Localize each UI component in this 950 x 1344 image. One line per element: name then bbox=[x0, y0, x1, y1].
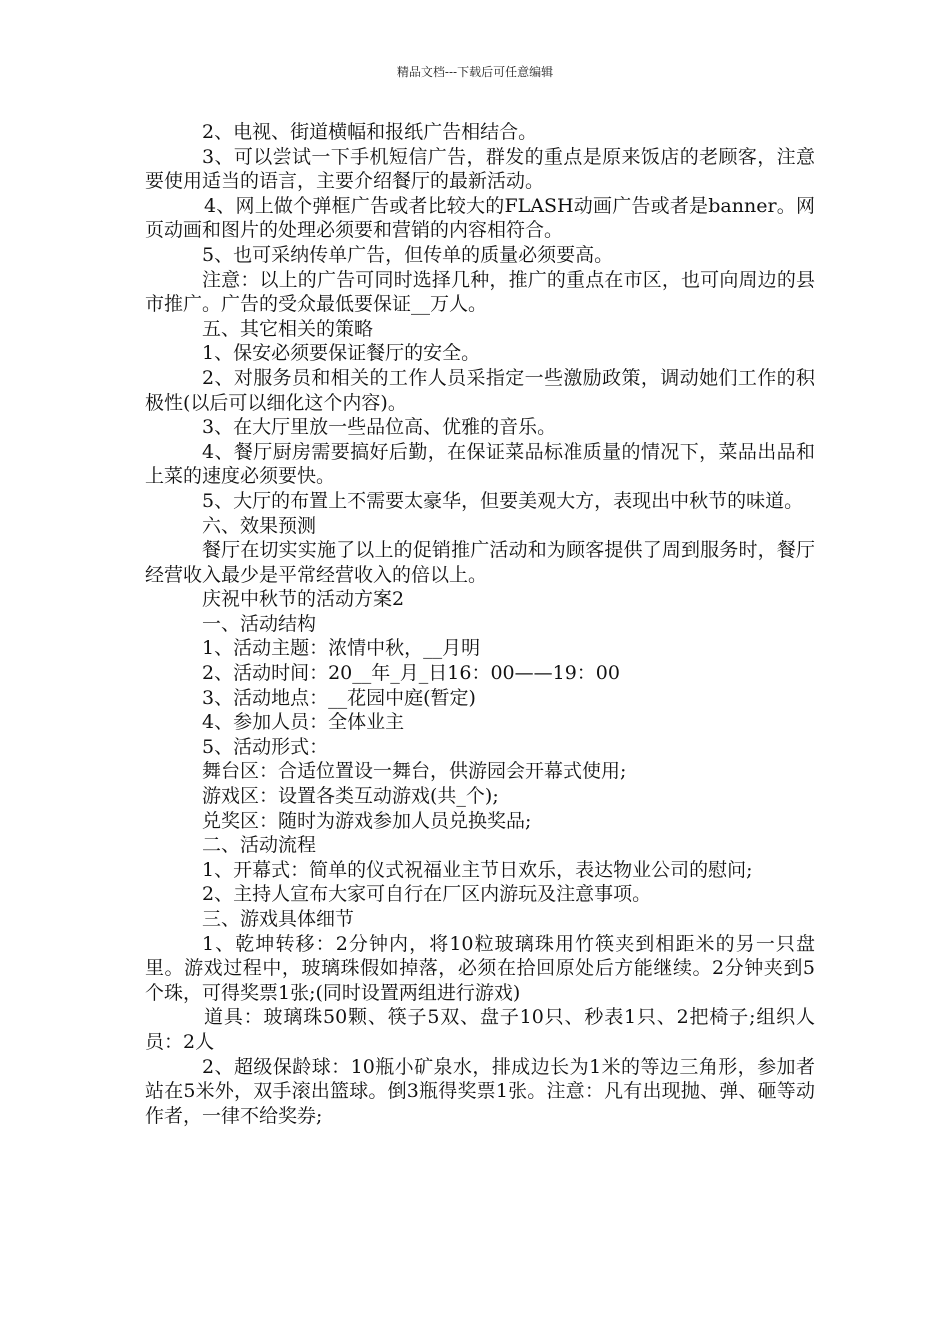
paragraph: 3、在大厅里放一些品位高、优雅的音乐。 bbox=[202, 416, 557, 439]
paragraph: 1、开幕式：简单的仪式祝福业主节日欢乐，表达物业公司的慰问; bbox=[202, 858, 753, 881]
paragraph: 5、也可采纳传单广告，但传单的质量必须要高。 bbox=[202, 243, 614, 266]
paragraph: 2、超级保龄球：10瓶小矿泉水，排成边长为1米的等边三角形，参加者站在5米外，双手滚出篮球。倒3瓶得奖票1张。注意：凡有出现抛、弹、砸等动作者，一律不给奖券; bbox=[145, 1055, 815, 1127]
paragraph: 兑奖区：随时为游戏参加人员兑换奖品; bbox=[202, 809, 532, 832]
page-header: 精品文档---下载后可任意编辑 bbox=[396, 65, 554, 79]
paragraph: 5、大厅的布置上不需要太豪华，但要美观大方，表现出中秋节的味道。 bbox=[202, 489, 804, 512]
paragraph: 注意：以上的广告可同时选择几种，推广的重点在市区，也可向周边的县市推广。广告的受众最低要保证__万人。 bbox=[145, 268, 815, 316]
section-heading: 二、活动流程 bbox=[202, 834, 317, 857]
paragraph: 4、餐厅厨房需要搞好后勤，在保证菜品标准质量的情况下，菜品出品和上菜的速度必须要快。 bbox=[145, 440, 815, 488]
paragraph: 1、乾坤转移：2分钟内，将10粒玻璃珠用竹筷夹到相距米的另一只盘里。游戏过程中，玻璃珠假如掉落，必须在拾回原处后方能继续。2分钟夹到5个珠，可得奖票1张;(同时设置两组进行游戏) bbox=[145, 932, 815, 1004]
paragraph: 道具：玻璃珠50颗、筷子5双、盘子10只、秒表1只、2把椅子;组织人员：2人 bbox=[145, 1006, 815, 1053]
section-heading: 六、效果预测 bbox=[202, 514, 317, 537]
paragraph: 1、活动主题：浓情中秋，__月明 bbox=[202, 637, 481, 660]
paragraph: 4、参加人员：全体业主 bbox=[202, 711, 405, 734]
paragraph: 2、主持人宣布大家可自行在厂区内游玩及注意事项。 bbox=[202, 883, 652, 906]
paragraph: 舞台区：合适位置设一舞台，供游园会开幕式使用; bbox=[202, 760, 627, 783]
paragraph: 餐厅在切实实施了以上的促销推广活动和为顾客提供了周到服务时，餐厅经营收入最少是平常经营收入的倍以上。 bbox=[145, 539, 815, 586]
paragraph: 游戏区：设置各类互动游戏(共_个); bbox=[202, 785, 499, 808]
paragraph: 2、对服务员和相关的工作人员采指定一些激励政策，调动她们工作的积极性(以后可以细化这个内容)。 bbox=[145, 366, 815, 414]
section-heading: 一、活动结构 bbox=[202, 612, 317, 635]
paragraph: 4、网上做个弹框广告或者比较大的FLASH动画广告或者是banner。网页动画和图片的处理必须要和营销的内容相符合。 bbox=[145, 194, 815, 242]
paragraph: 3、可以尝试一下手机短信广告，群发的重点是原来饭店的老顾客，注意要使用适当的语言，主要介绍餐厅的最新活动。 bbox=[145, 145, 815, 193]
section-heading: 三、游戏具体细节 bbox=[202, 908, 355, 930]
document-title: 庆祝中秋节的活动方案2 bbox=[202, 588, 405, 611]
document-body bbox=[145, 120, 815, 1128]
paragraph: 2、活动时间：20__年_月_日16：00——19：00 bbox=[202, 662, 620, 685]
paragraph: 5、活动形式： bbox=[202, 735, 329, 758]
section-heading: 五、其它相关的策略 bbox=[202, 317, 374, 340]
paragraph: 1、保安必须要保证餐厅的安全。 bbox=[202, 342, 481, 365]
paragraph: 2、电视、街道横幅和报纸广告相结合。 bbox=[202, 121, 538, 143]
paragraph: 3、活动地点：__花园中庭(暂定) bbox=[202, 686, 476, 709]
